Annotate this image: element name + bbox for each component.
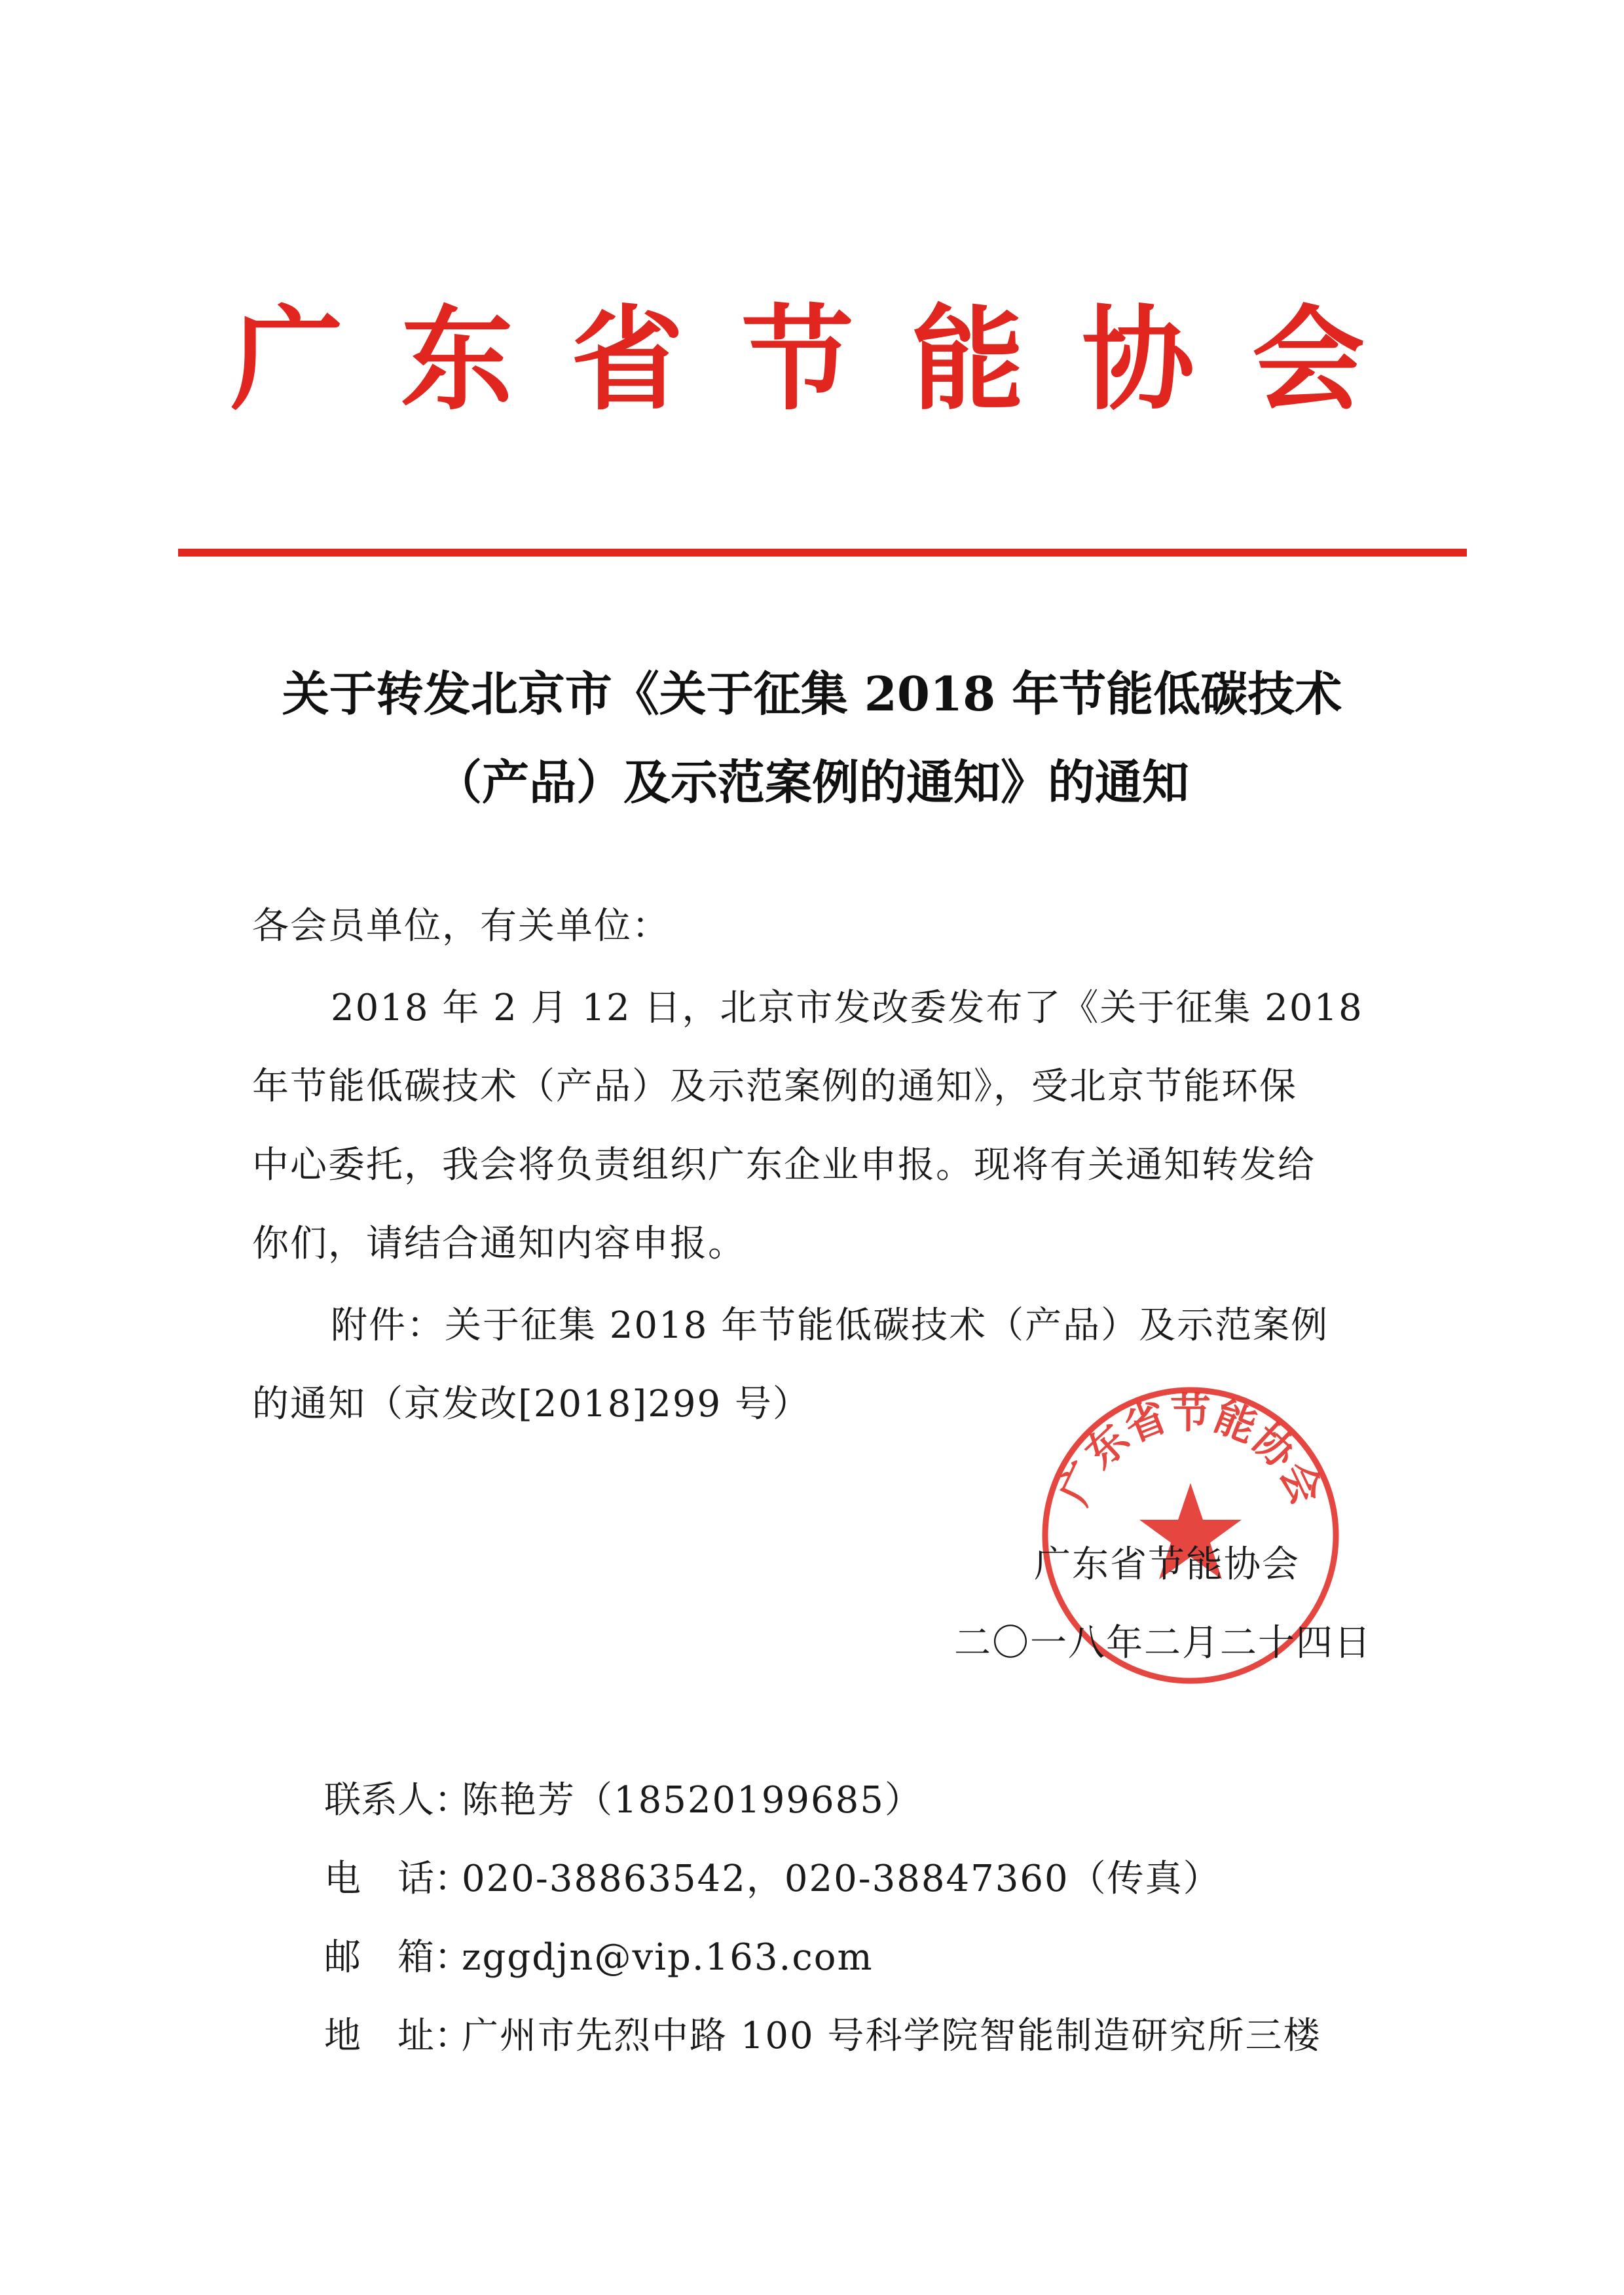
signature-organization: 广东省节能协会	[1034, 1543, 1300, 1586]
contact-person-value: 陈艳芳（18520199685）	[462, 1779, 923, 1822]
document-title-line-2: （产品）及示范案例的通知》的通知	[434, 754, 1189, 810]
contact-phone-value: 020-38863542，020-38847360（传真）	[462, 1858, 1221, 1900]
signature-date: 二〇一八年二月二十四日	[954, 1622, 1372, 1664]
contact-phone	[324, 1853, 1221, 1905]
contact-address	[324, 2010, 1321, 2063]
contact-address-label: 地 址：	[324, 2015, 471, 2057]
document-title-line-1: 关于转发北京市《关于征集 2018 年节能低碳技术	[282, 666, 1342, 722]
contact-person-label: 联系人：	[324, 1779, 471, 1822]
paragraph-line: 年节能低碳技术（产品）及示范案例的通知》，受北京节能环保	[252, 1065, 1297, 1108]
contact-email-label: 邮 箱：	[324, 1936, 471, 1979]
seal-text: 广东省节能协会	[1050, 1389, 1331, 1512]
contact-email-value: zggdjn@vip.163.com	[462, 1936, 874, 1979]
contact-person	[324, 1774, 923, 1827]
contact-address-value: 广州市先烈中路 100 号科学院智能制造研究所三楼	[462, 2015, 1321, 2057]
paragraph-line: 2018 年 2 月 12 日，北京市发改委发布了《关于征集 2018	[331, 987, 1363, 1029]
salutation: 各会员单位，有关单位：	[252, 905, 670, 947]
contact-phone-label: 电 话：	[324, 1858, 471, 1900]
paragraph-line: 中心委托，我会将负责组织广东企业申报。现将有关通知转发给	[252, 1144, 1316, 1186]
paragraph-line: 你们，请结合通知内容申报。	[252, 1222, 746, 1265]
contact-email	[324, 1932, 874, 1984]
attachment-line: 附件：关于征集 2018 年节能低碳技术（产品）及示范案例	[331, 1304, 1329, 1347]
attachment-line: 的通知（京发改[2018]299 号）	[252, 1383, 811, 1425]
header-divider	[178, 549, 1467, 557]
organization-header: 广东省节能协会	[231, 294, 1422, 426]
